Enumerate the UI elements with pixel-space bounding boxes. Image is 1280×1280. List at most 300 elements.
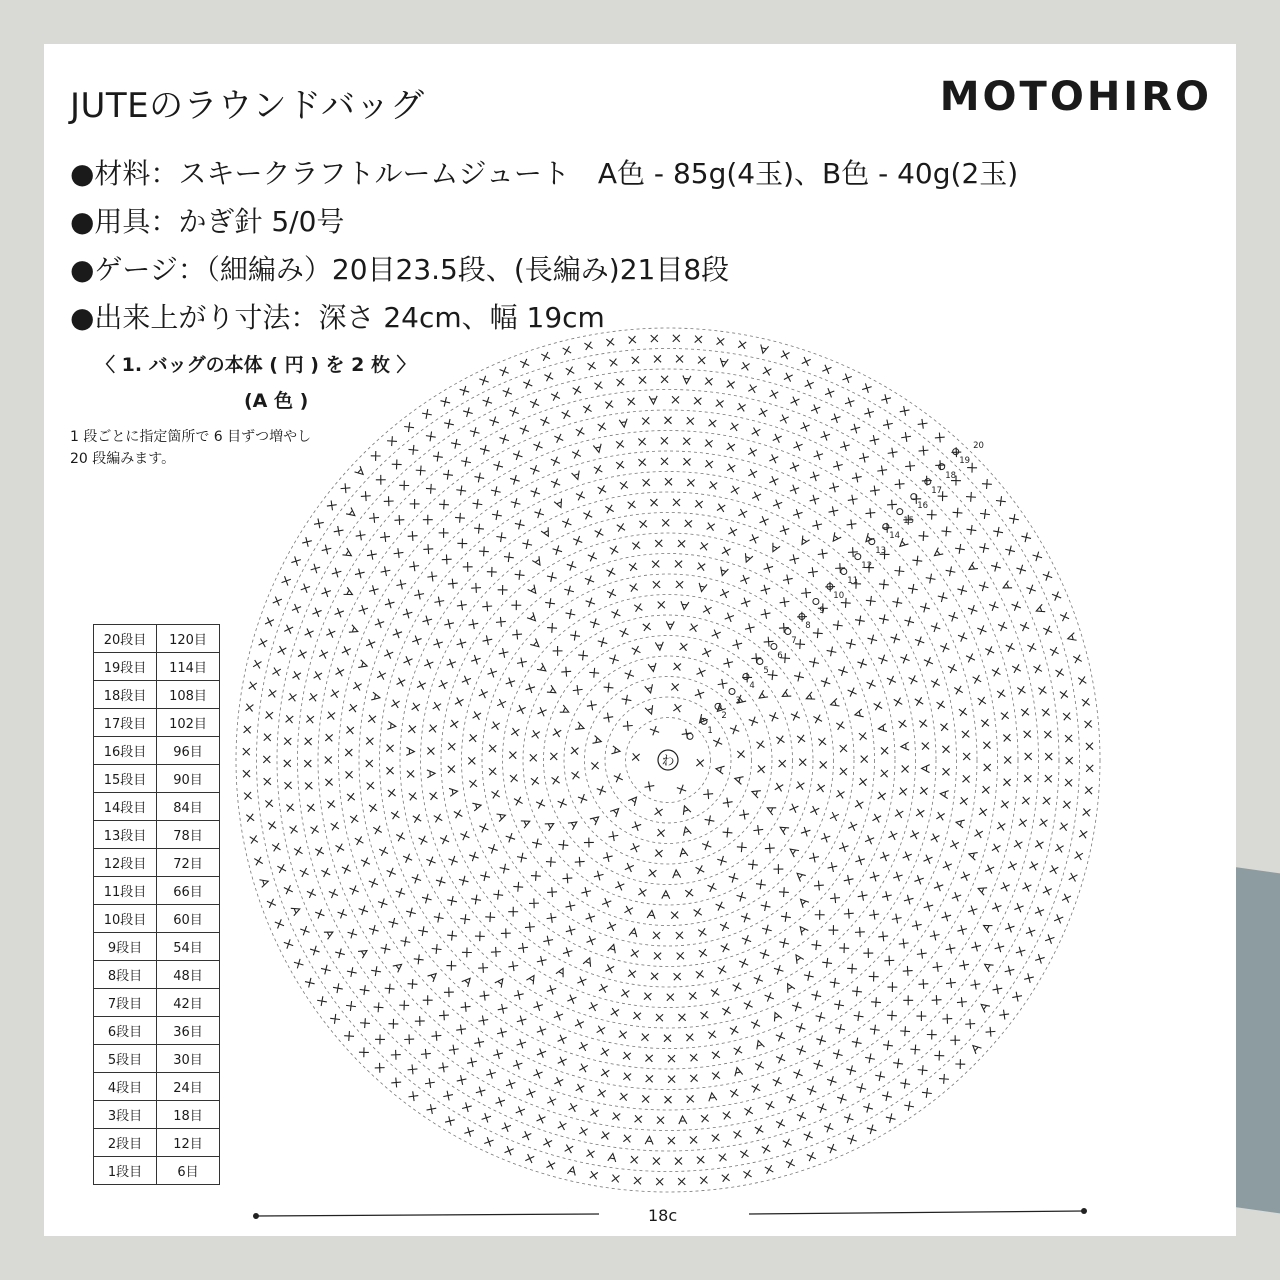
increase-stitch (955, 818, 965, 828)
increase-stitch (592, 736, 602, 746)
single-crochet-stitch (982, 786, 990, 794)
single-crochet-stitch (722, 1174, 730, 1182)
single-crochet-stitch (387, 436, 397, 446)
single-crochet-stitch (863, 1103, 873, 1113)
single-crochet-stitch (844, 875, 854, 885)
single-crochet-stitch (790, 462, 799, 471)
increase-stitch (683, 376, 691, 384)
single-crochet-stitch (537, 1049, 546, 1058)
single-crochet-stitch (448, 766, 455, 773)
increase-stitch (977, 885, 987, 895)
single-crochet-stitch (562, 873, 572, 883)
single-crochet-stitch (598, 1089, 606, 1097)
single-crochet-stitch (793, 442, 802, 451)
single-crochet-stitch (880, 852, 889, 861)
row-number-cell: 14段目 (94, 793, 157, 821)
spec-label: ●材料： (70, 157, 179, 190)
single-crochet-stitch (415, 1016, 425, 1026)
single-crochet-stitch (563, 346, 571, 354)
single-crochet-stitch (332, 568, 342, 578)
single-crochet-stitch (966, 525, 976, 535)
row-number-cell: 12段目 (94, 849, 157, 877)
single-crochet-stitch (676, 355, 683, 362)
single-crochet-stitch (807, 1086, 816, 1095)
single-crochet-stitch (504, 552, 514, 562)
round-number-label: 6 (777, 650, 783, 661)
single-crochet-stitch (870, 435, 880, 445)
single-crochet-stitch (695, 336, 702, 343)
single-crochet-stitch (353, 682, 361, 690)
single-crochet-stitch (632, 821, 641, 830)
single-crochet-stitch (1019, 819, 1027, 827)
single-crochet-stitch (686, 1095, 693, 1102)
single-crochet-stitch (467, 1057, 477, 1067)
single-crochet-stitch (443, 470, 453, 480)
single-crochet-stitch (822, 365, 831, 374)
increase-stitch (608, 943, 618, 953)
single-crochet-stitch (992, 668, 1001, 677)
single-crochet-stitch (326, 629, 335, 638)
single-crochet-stitch (822, 958, 832, 968)
increase-stitch (771, 1011, 781, 1021)
single-crochet-stitch (763, 367, 772, 376)
single-crochet-stitch (454, 810, 463, 819)
single-crochet-stitch (741, 598, 750, 607)
single-crochet-stitch (264, 778, 271, 785)
single-crochet-stitch (394, 515, 404, 525)
stitch-count-cell: 60目 (157, 905, 220, 933)
increase-stitch (698, 583, 707, 592)
single-crochet-stitch (625, 863, 634, 872)
single-crochet-stitch (335, 608, 344, 617)
single-crochet-stitch (1043, 886, 1052, 895)
single-crochet-stitch (958, 633, 967, 642)
increase-stitch (878, 724, 887, 733)
single-crochet-stitch (566, 609, 576, 619)
single-crochet-stitch (541, 352, 550, 361)
round-number-label: 11 (847, 575, 859, 586)
single-crochet-stitch (730, 1089, 738, 1097)
single-crochet-stitch (764, 563, 773, 572)
single-crochet-stitch (603, 713, 613, 723)
single-crochet-stitch (447, 931, 457, 941)
single-crochet-stitch (852, 986, 862, 996)
single-crochet-stitch (1083, 808, 1091, 816)
single-crochet-stitch (421, 1049, 431, 1059)
row-number-cell: 2段目 (94, 1129, 157, 1157)
single-crochet-stitch (668, 1137, 675, 1144)
single-crochet-stitch (412, 703, 420, 711)
single-crochet-stitch (700, 542, 708, 550)
single-crochet-stitch (607, 922, 616, 931)
increase-stitch (799, 536, 810, 547)
single-crochet-stitch (844, 909, 854, 919)
single-crochet-stitch (865, 508, 875, 518)
single-crochet-stitch (955, 544, 965, 554)
single-crochet-stitch (513, 882, 523, 892)
increase-stitch (259, 877, 269, 887)
single-crochet-stitch (642, 1095, 649, 1102)
single-crochet-stitch (300, 926, 309, 935)
single-crochet-stitch (479, 823, 488, 832)
single-crochet-stitch (813, 715, 822, 724)
single-crochet-stitch (396, 580, 406, 590)
single-crochet-stitch (773, 434, 782, 443)
single-crochet-stitch (652, 560, 659, 567)
single-crochet-stitch (284, 760, 291, 767)
single-crochet-stitch (1074, 852, 1082, 860)
single-crochet-stitch (762, 925, 772, 935)
stitch-count-cell: 30目 (157, 1045, 220, 1073)
stitch-count-cell: 66目 (157, 877, 220, 905)
single-crochet-stitch (1005, 923, 1014, 932)
single-crochet-stitch (651, 335, 658, 342)
single-crochet-stitch (983, 742, 990, 749)
increase-stitch (647, 910, 656, 919)
single-crochet-stitch (657, 829, 665, 837)
single-crochet-stitch (753, 825, 763, 835)
stitch-count-cell: 90目 (157, 765, 220, 793)
single-crochet-stitch (1063, 801, 1071, 809)
single-crochet-stitch (1021, 708, 1029, 716)
single-crochet-stitch (325, 734, 332, 741)
single-crochet-stitch (869, 972, 879, 982)
single-crochet-stitch (673, 499, 680, 506)
increase-stitch (968, 850, 978, 860)
increase-stitch (982, 922, 993, 933)
round-number-label: 2 (721, 710, 727, 721)
single-crochet-stitch (408, 1091, 418, 1101)
single-crochet-stitch (449, 1045, 459, 1055)
single-crochet-stitch (877, 466, 887, 476)
single-crochet-stitch (718, 966, 727, 975)
single-crochet-stitch (630, 843, 639, 852)
increase-stitch (655, 642, 664, 651)
single-crochet-stitch (246, 814, 254, 822)
single-crochet-stitch (741, 913, 750, 922)
single-crochet-stitch (1050, 647, 1059, 656)
single-crochet-stitch (671, 683, 679, 691)
single-crochet-stitch (867, 1125, 877, 1135)
single-crochet-stitch (697, 1156, 705, 1164)
increase-stitch (349, 625, 359, 635)
single-crochet-stitch (444, 419, 454, 429)
single-crochet-stitch (1027, 643, 1036, 652)
single-crochet-stitch (776, 1032, 785, 1041)
single-crochet-stitch (900, 654, 909, 663)
single-crochet-stitch (386, 745, 393, 752)
single-crochet-stitch (690, 1136, 697, 1143)
single-crochet-stitch (962, 775, 969, 782)
single-crochet-stitch (997, 690, 1005, 698)
single-crochet-stitch (974, 829, 982, 837)
single-crochet-stitch (775, 783, 783, 791)
single-crochet-stitch (594, 382, 602, 390)
chain-stitch-mark (813, 599, 819, 605)
single-crochet-stitch (894, 698, 903, 707)
single-crochet-stitch (632, 542, 640, 550)
single-crochet-stitch (996, 496, 1006, 506)
single-crochet-stitch (656, 1014, 663, 1021)
single-crochet-stitch (377, 671, 386, 680)
single-crochet-stitch (533, 1069, 542, 1078)
single-crochet-stitch (457, 600, 467, 610)
single-crochet-stitch (547, 572, 557, 582)
single-crochet-stitch (721, 943, 730, 952)
single-crochet-stitch (672, 396, 679, 403)
single-crochet-stitch (473, 711, 481, 719)
single-crochet-stitch (661, 458, 668, 465)
single-crochet-stitch (751, 1020, 760, 1029)
single-crochet-stitch (623, 1073, 631, 1081)
single-crochet-stitch (404, 422, 414, 432)
single-crochet-stitch (330, 1014, 340, 1024)
single-crochet-stitch (564, 586, 574, 596)
single-crochet-stitch (500, 367, 509, 376)
single-crochet-stitch (813, 628, 823, 638)
single-crochet-stitch (547, 887, 557, 897)
increase-stitch (784, 982, 795, 993)
increase-stitch (387, 721, 396, 730)
round-number-label: 7 (791, 635, 797, 646)
round-number-label: 1 (707, 725, 713, 736)
single-crochet-stitch (677, 952, 684, 959)
single-crochet-stitch (757, 765, 765, 773)
single-crochet-stitch (513, 451, 522, 460)
single-crochet-stitch (272, 843, 280, 851)
single-crochet-stitch (934, 882, 943, 891)
single-crochet-stitch (633, 1012, 641, 1020)
single-crochet-stitch (707, 523, 715, 531)
row-number-cell: 20段目 (94, 625, 157, 653)
single-crochet-stitch (482, 1113, 491, 1122)
single-crochet-stitch (331, 690, 339, 698)
single-crochet-stitch (284, 885, 293, 894)
single-crochet-stitch (1016, 565, 1025, 574)
single-crochet-stitch (847, 964, 857, 974)
single-crochet-stitch (1022, 797, 1030, 805)
single-crochet-stitch (886, 1113, 896, 1123)
single-crochet-stitch (630, 583, 638, 591)
increase-stitch (733, 1067, 743, 1077)
single-crochet-stitch (810, 806, 819, 815)
single-crochet-stitch (536, 800, 545, 809)
single-crochet-stitch (852, 473, 862, 483)
single-crochet-stitch (554, 1077, 563, 1086)
single-crochet-stitch (794, 672, 804, 682)
single-crochet-stitch (700, 1011, 708, 1019)
single-crochet-stitch (531, 488, 540, 497)
single-crochet-stitch (656, 1178, 663, 1185)
single-crochet-stitch (347, 793, 355, 801)
single-crochet-stitch (561, 667, 571, 677)
single-crochet-stitch (501, 928, 511, 938)
single-crochet-stitch (946, 566, 956, 576)
single-crochet-stitch (493, 890, 503, 900)
increase-stitch (590, 814, 601, 825)
single-crochet-stitch (922, 742, 929, 749)
single-crochet-stitch (765, 992, 774, 1001)
single-crochet-stitch (769, 712, 778, 721)
chain-stitch-mark (785, 629, 791, 635)
single-crochet-stitch (748, 469, 757, 478)
single-crochet-stitch (540, 417, 549, 426)
single-crochet-stitch (1035, 907, 1044, 916)
brand-logo: MOTOHIRO (939, 74, 1212, 120)
increase-stitch (608, 1153, 617, 1162)
single-crochet-stitch (509, 407, 518, 416)
single-crochet-stitch (1025, 753, 1032, 760)
single-crochet-stitch (329, 889, 338, 898)
single-crochet-stitch (381, 566, 391, 576)
single-crochet-stitch (469, 619, 479, 629)
single-crochet-stitch (498, 585, 508, 595)
single-crochet-stitch (511, 600, 521, 610)
chain-stitch-mark (729, 689, 735, 695)
single-crochet-stitch (620, 481, 628, 489)
single-crochet-stitch (312, 608, 321, 617)
single-crochet-stitch (1060, 690, 1068, 698)
single-crochet-stitch (638, 438, 646, 446)
single-crochet-stitch (809, 853, 819, 863)
single-crochet-stitch (936, 812, 944, 820)
single-crochet-stitch (578, 794, 587, 803)
single-crochet-stitch (468, 757, 475, 764)
single-crochet-stitch (423, 515, 433, 525)
increase-stitch (346, 507, 357, 518)
single-crochet-stitch (537, 1026, 546, 1035)
stitch-count-cell: 6目 (157, 1157, 220, 1185)
increase-stitch (1067, 633, 1077, 643)
single-crochet-stitch (855, 616, 865, 626)
single-crochet-stitch (506, 1079, 515, 1088)
single-crochet-stitch (427, 572, 437, 582)
single-crochet-stitch (801, 827, 810, 836)
single-crochet-stitch (293, 671, 301, 679)
single-crochet-stitch (423, 616, 433, 626)
single-crochet-stitch (407, 770, 414, 777)
single-crochet-stitch (460, 386, 470, 396)
single-crochet-stitch (828, 862, 838, 872)
single-crochet-stitch (995, 943, 1005, 953)
single-crochet-stitch (910, 1045, 920, 1055)
single-crochet-stitch (327, 800, 335, 808)
single-crochet-stitch (854, 1011, 864, 1021)
single-crochet-stitch (480, 991, 490, 1001)
single-crochet-stitch (301, 584, 310, 593)
single-crochet-stitch (734, 1046, 742, 1054)
increase-stitch (526, 973, 537, 984)
single-crochet-stitch (403, 656, 412, 665)
increase-stitch (648, 663, 657, 672)
single-crochet-stitch (1045, 753, 1052, 760)
single-crochet-stitch (918, 1065, 928, 1075)
single-crochet-stitch (376, 475, 386, 485)
single-crochet-stitch (655, 808, 663, 816)
single-crochet-stitch (797, 1046, 806, 1055)
single-crochet-stitch (649, 869, 657, 877)
single-crochet-stitch (807, 1152, 816, 1161)
round-number-label: 5 (763, 665, 769, 676)
single-crochet-stitch (502, 1123, 511, 1132)
increase-stitch (427, 769, 435, 777)
single-crochet-stitch (694, 397, 702, 405)
stitch-count-cell: 42目 (157, 989, 220, 1017)
single-crochet-stitch (991, 562, 1001, 572)
single-crochet-stitch (391, 700, 399, 708)
single-crochet-stitch (940, 643, 949, 652)
single-crochet-stitch (509, 751, 516, 758)
single-crochet-stitch (761, 585, 771, 595)
single-crochet-stitch (926, 574, 936, 584)
single-crochet-stitch (718, 679, 728, 689)
single-crochet-stitch (510, 774, 518, 782)
single-crochet-stitch (966, 492, 976, 502)
single-crochet-stitch (654, 355, 661, 362)
row-number-cell: 15段目 (94, 765, 157, 793)
single-crochet-stitch (523, 379, 532, 388)
single-crochet-stitch (479, 689, 488, 698)
single-crochet-stitch (510, 475, 520, 485)
single-crochet-stitch (789, 554, 799, 564)
single-crochet-stitch (566, 367, 574, 375)
single-crochet-stitch (305, 629, 314, 638)
chain-stitch-mark (771, 644, 777, 650)
single-crochet-stitch (797, 735, 805, 743)
single-crochet-stitch (770, 390, 779, 399)
single-crochet-stitch (401, 937, 411, 947)
single-crochet-stitch (1009, 514, 1019, 524)
spec-value: スキークラフトルームジュート A色 - 85g(4玉)、B色 - 40g(2玉) (178, 157, 1019, 190)
single-crochet-stitch (809, 658, 819, 668)
single-crochet-stitch (530, 399, 539, 408)
single-crochet-stitch (533, 442, 542, 451)
row-number-cell: 7段目 (94, 989, 157, 1017)
single-crochet-stitch (607, 589, 616, 598)
single-crochet-stitch (447, 896, 457, 906)
single-crochet-stitch (558, 799, 567, 808)
single-crochet-stitch (396, 833, 405, 842)
single-crochet-stitch (375, 619, 384, 628)
increase-stitch (462, 976, 473, 987)
round-number-label: 18 (945, 471, 957, 481)
single-crochet-stitch (1044, 731, 1051, 738)
single-crochet-stitch (341, 483, 351, 493)
single-crochet-stitch (576, 491, 585, 500)
single-crochet-stitch (491, 947, 501, 957)
single-crochet-stitch (755, 1062, 764, 1071)
single-crochet-stitch (937, 701, 945, 709)
single-crochet-stitch (1055, 844, 1063, 852)
increase-stitch (967, 562, 978, 573)
single-crochet-stitch (801, 588, 811, 598)
single-crochet-stitch (623, 1052, 631, 1060)
single-crochet-stitch (815, 910, 825, 920)
single-crochet-stitch (829, 506, 839, 516)
single-crochet-stitch (391, 1050, 401, 1060)
single-crochet-stitch (253, 660, 261, 668)
single-crochet-stitch (554, 434, 563, 443)
single-crochet-stitch (852, 1038, 862, 1048)
single-crochet-stitch (729, 873, 739, 883)
single-crochet-stitch (883, 1040, 893, 1050)
single-crochet-stitch (268, 821, 276, 829)
single-crochet-stitch (820, 761, 827, 768)
single-crochet-stitch (422, 894, 432, 904)
single-crochet-stitch (657, 1117, 664, 1124)
single-crochet-stitch (878, 931, 888, 941)
single-crochet-stitch (769, 454, 778, 463)
